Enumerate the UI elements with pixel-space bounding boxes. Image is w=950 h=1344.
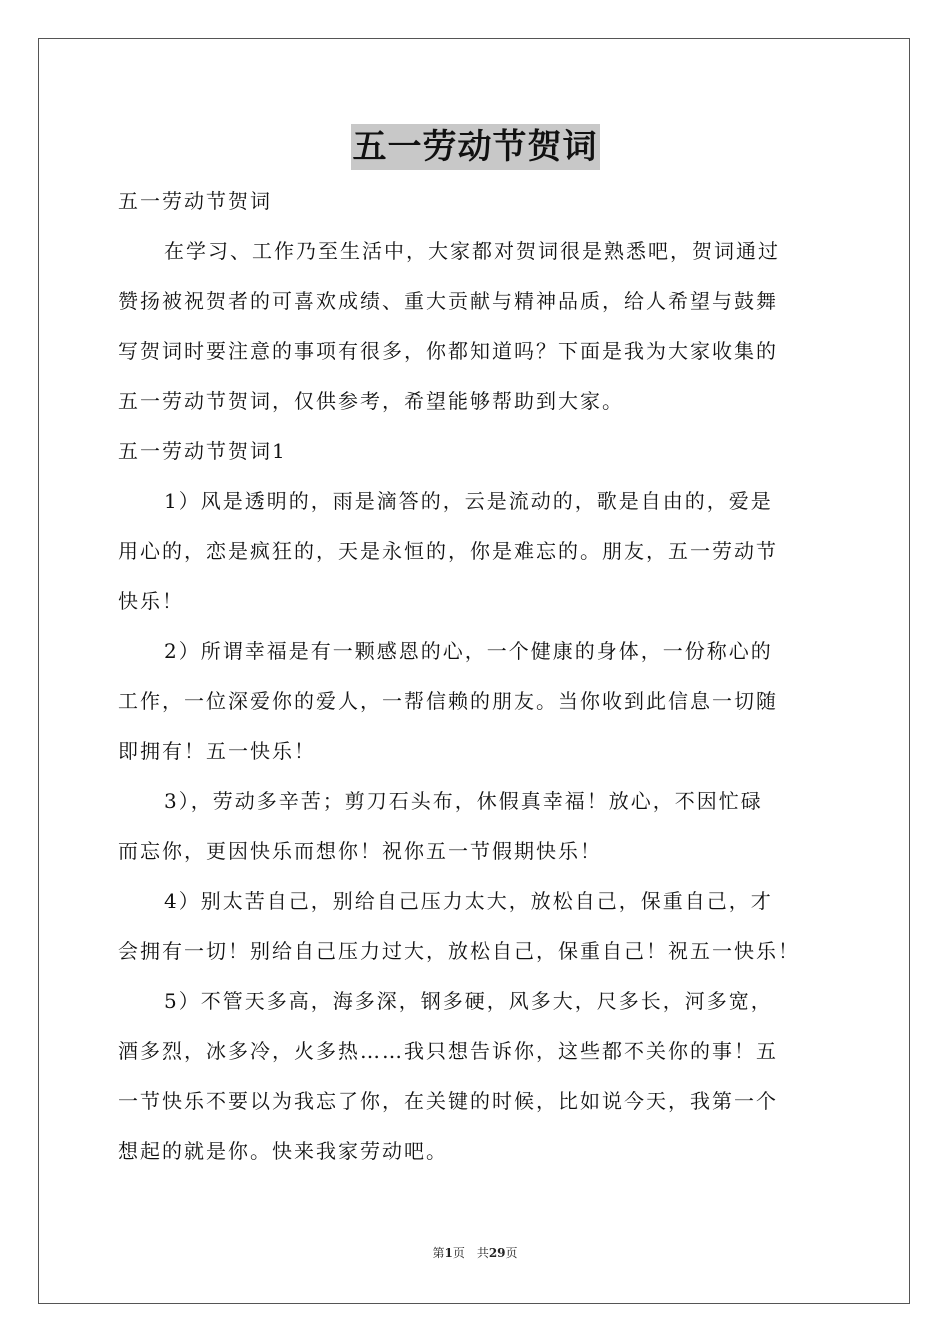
document-body xyxy=(118,176,838,1176)
greeting-item-2 xyxy=(118,626,838,776)
paragraph-line: 赞扬被祝贺者的可喜欢成绩、重大贡献与精神品质，给人希望与鼓舞 xyxy=(118,289,778,313)
paragraph-line: 而忘你，更因快乐而想你！祝你五一节假期快乐！ xyxy=(118,839,602,863)
paragraph-line: 用心的，恋是疯狂的，天是永恒的，你是难忘的。朋友，五一劳动节 xyxy=(118,539,778,563)
greeting-item-3 xyxy=(118,776,838,876)
paragraph-line: 一节快乐不要以为我忘了你，在关键的时候，比如说今天，我第一个 xyxy=(118,1089,778,1113)
document-subtitle: 五一劳动节贺词 xyxy=(118,189,272,213)
paragraph-line: 五一劳动节贺词，仅供参考，希望能够帮助到大家。 xyxy=(118,389,624,413)
greeting-item-4 xyxy=(118,876,838,976)
page-suffix: 页 xyxy=(505,1246,518,1260)
paragraph-line: 1）风是透明的，雨是滴答的，云是流动的，歌是自由的，爱是 xyxy=(164,489,773,513)
greeting-item-1 xyxy=(118,476,838,626)
title-container xyxy=(0,124,950,170)
section-heading: 五一劳动节贺词1 xyxy=(118,439,287,463)
paragraph-line: 即拥有！五一快乐！ xyxy=(118,739,316,763)
paragraph-line: 想起的就是你。快来我家劳动吧。 xyxy=(118,1139,448,1163)
page-prefix: 第 xyxy=(432,1246,445,1260)
paragraph-line: 在学习、工作乃至生活中，大家都对贺词很是熟悉吧，贺词通过 xyxy=(164,239,780,263)
paragraph-line: 4）别太苦自己，别给自己压力太大，放松自己，保重自己，才 xyxy=(164,889,773,913)
current-page-number: 1 xyxy=(444,1246,453,1260)
page-footer xyxy=(0,1245,950,1261)
intro-paragraph xyxy=(118,226,838,426)
page-mid: 页 共 xyxy=(452,1246,489,1260)
paragraph-line: 酒多烈，冰多冷，火多热……我只想告诉你，这些都不关你的事！五 xyxy=(118,1039,778,1063)
document-title: 五一劳动节贺词 xyxy=(351,124,600,170)
paragraph-line: 快乐！ xyxy=(118,589,184,613)
paragraph-line: 会拥有一切！别给自己压力过大，放松自己，保重自己！祝五一快乐！ xyxy=(118,939,800,963)
paragraph-line: 2）所谓幸福是有一颗感恩的心，一个健康的身体，一份称心的 xyxy=(164,639,773,663)
paragraph-line: 工作，一位深爱你的爱人，一帮信赖的朋友。当你收到此信息一切随 xyxy=(118,689,778,713)
paragraph-line: 5）不管天多高，海多深，钢多硬，风多大，尺多长，河多宽， xyxy=(164,989,773,1013)
paragraph-line: 3），劳动多辛苦；剪刀石头布，休假真幸福！放心，不因忙碌 xyxy=(164,789,763,813)
total-page-number: 29 xyxy=(488,1246,506,1260)
greeting-item-5 xyxy=(118,976,838,1176)
paragraph-line: 写贺词时要注意的事项有很多，你都知道吗？下面是我为大家收集的 xyxy=(118,339,778,363)
